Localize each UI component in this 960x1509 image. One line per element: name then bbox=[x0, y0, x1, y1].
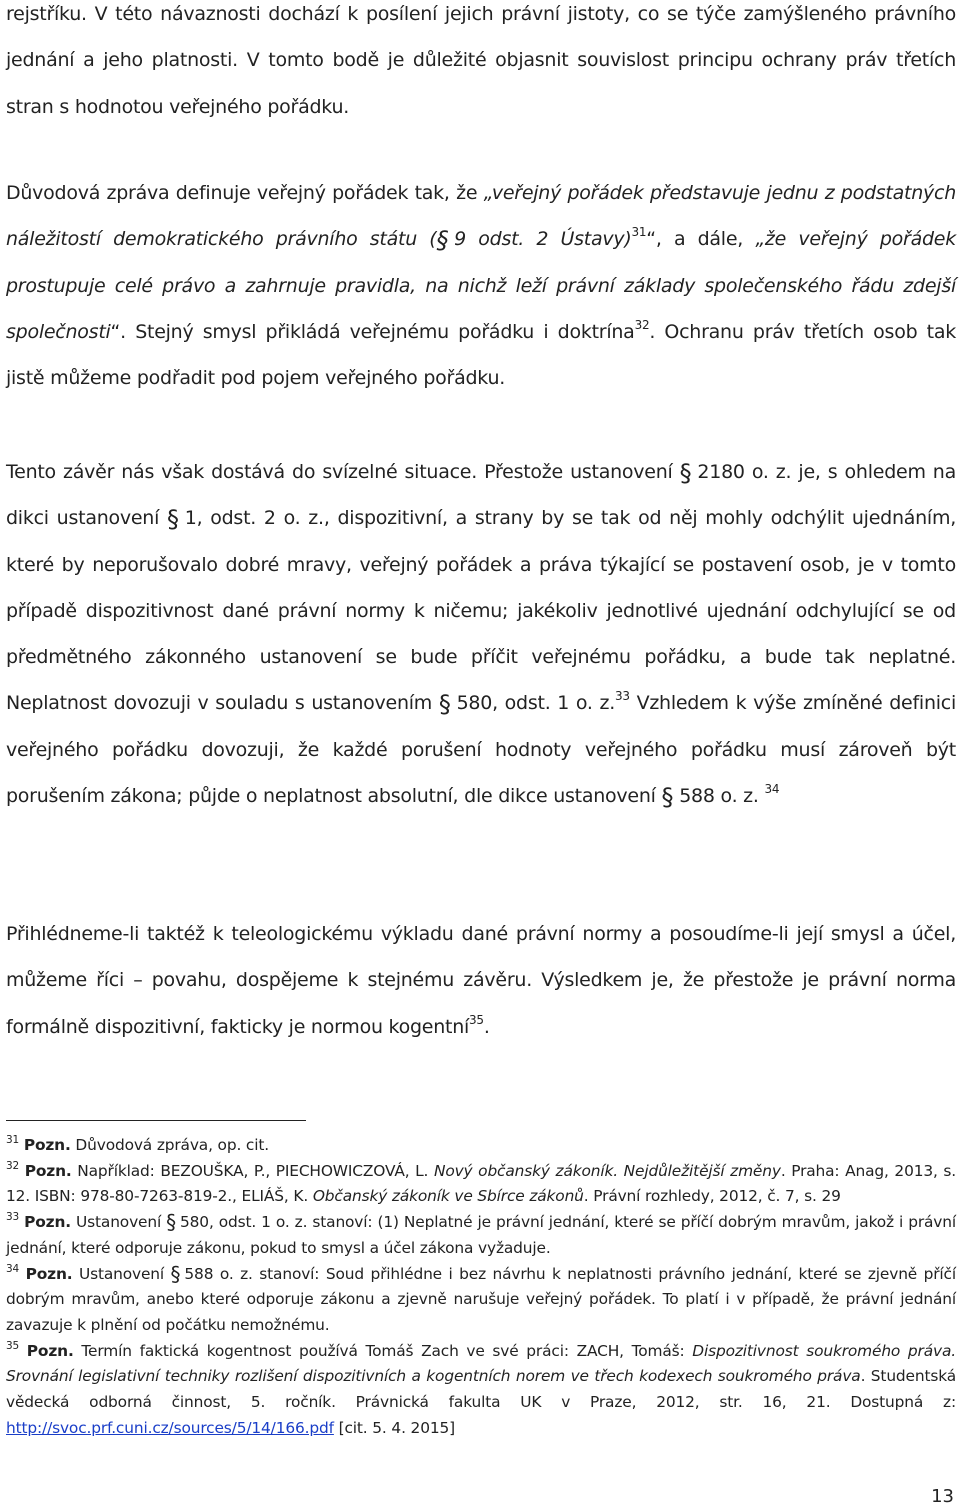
footnote-ref-32[interactable]: 32 bbox=[634, 317, 650, 332]
footnote-text: . Praha: Anag, 2013, s. 12. ISBN: 978-80-7263-819-2., ELIÁŠ, K. bbox=[6, 1161, 957, 1206]
footnote-text: 588 o. z. stanoví: Soud přihlédne i bez návrhu k neplatnosti právního jednání, které se zjevně příčí dobrým mravům, anebo které odporuje zákonu a zjevně narušuje veřejný pořádek. To platí i v případě, že právní jednání zavazuje k plnění od počátku nemožnému. bbox=[6, 1264, 957, 1334]
footnotes bbox=[6, 1133, 956, 1441]
footnote-title: Dispozitivnost soukromého práva. Srovnání legislativní techniky rozlišení dispozitivních a kogentních norem ve třech kodexech soukromého práva bbox=[6, 1341, 956, 1386]
footnote-text: Například: BEZOUŠKA, P., PIECHOWICZOVÁ, L. bbox=[71, 1161, 434, 1180]
section-sign: § bbox=[170, 1261, 181, 1286]
section-sign: § bbox=[679, 459, 692, 487]
paragraph-text: rejstříku. V této návaznosti dochází k posílení jejich právní jistoty, co se týče zamýšleného právního jednání a jeho platnosti. V tomto bodě je důležité objasnit souvislost principu ochrany práv třetích stran s hodnotou veřejného pořádku. bbox=[6, 3, 956, 118]
paragraph-text: 580, odst. 1 o. z. bbox=[456, 692, 616, 715]
footnote-34 bbox=[6, 1262, 956, 1339]
paragraph-text: Vzhledem k výše zmíněné definici veřejného pořádku dovozuji, že každé porušení hodnoty veřejného pořádku musí zároveň být porušením zákona; půjde o neplatnost absolutní, dle dikce ustanovení bbox=[6, 692, 956, 808]
footnote-label: Pozn. bbox=[25, 1264, 73, 1283]
footnote-label: Pozn. bbox=[26, 1341, 74, 1360]
footnote-ref-31[interactable]: 31 bbox=[631, 225, 647, 240]
paragraph-4 bbox=[6, 911, 956, 1050]
paragraph-text: 588 o. z. bbox=[679, 785, 765, 808]
paragraph-1 bbox=[6, 0, 956, 130]
footnote-title: Občanský zákoník ve Sbírce zákonů bbox=[312, 1187, 584, 1206]
source-link[interactable]: http://svoc.prf.cuni.cz/sources/5/14/166.pdf bbox=[6, 1418, 334, 1437]
paragraph-text: Důvodová zpráva definuje veřejný pořádek tak, že bbox=[6, 182, 484, 204]
footnote-ref-33[interactable]: 33 bbox=[615, 689, 630, 704]
footnote-label: Pozn. bbox=[23, 1136, 71, 1154]
section-sign: § bbox=[166, 1210, 177, 1235]
footnote-number: 34 bbox=[6, 1262, 20, 1275]
paragraph-text: Přihlédneme-li taktéž k teleologickému výkladu dané právní normy a posoudíme-li její smysl a účel, můžeme říci – povahu, dospějeme k stejnému závěru. Výsledkem je, že přestože je právní norma formálně dispozitivní, fakticky je normou kogentní bbox=[6, 923, 956, 1038]
paragraph-text: . bbox=[483, 1015, 490, 1038]
footnote-label: Pozn. bbox=[24, 1213, 71, 1232]
footnote-31 bbox=[6, 1133, 956, 1159]
footnote-label: Pozn. bbox=[24, 1161, 72, 1180]
footnote-text: Termín faktická kogentnost používá Tomáš Zach ve své práci: ZACH, Tomáš: bbox=[73, 1341, 693, 1360]
footnote-divider bbox=[6, 1120, 306, 1121]
footnote-number: 35 bbox=[6, 1339, 20, 1352]
quote-text: „že veřejný pořádek prostupuje celé právo a zahrnuje pravidla, na nichž leží právní základy společenského řádu zdejší společnosti bbox=[6, 228, 956, 343]
footnote-35 bbox=[6, 1339, 956, 1442]
section-sign: § bbox=[661, 783, 674, 812]
footnote-number: 33 bbox=[6, 1211, 20, 1224]
footnote-ref-34[interactable]: 34 bbox=[764, 782, 780, 797]
footnote-ref-35[interactable]: 35 bbox=[469, 1012, 484, 1027]
section-sign: § bbox=[167, 505, 179, 534]
page-number: 13 bbox=[931, 1486, 954, 1507]
paragraph-3 bbox=[6, 449, 956, 819]
quote-text: „veřejný pořádek představuje jednu z podstatných náležitostí demokratického právního státu ( bbox=[6, 182, 956, 251]
footnote-number: 32 bbox=[6, 1159, 20, 1172]
paragraph-text: Tento závěr nás však dostává do svízelné situace. Přestože ustanovení bbox=[6, 461, 680, 483]
section-sign: § bbox=[436, 226, 449, 255]
footnote-text: Ustanovení bbox=[72, 1264, 171, 1283]
section-sign: § bbox=[438, 690, 451, 719]
paragraph-text: “, a dále, bbox=[646, 228, 756, 251]
footnote-title: Nový občanský zákoník. Nejdůležitější změny bbox=[433, 1161, 781, 1180]
paragraph-2 bbox=[6, 170, 956, 401]
footnote-number: 31 bbox=[6, 1134, 20, 1146]
footnote-text: 580, odst. 1 o. z. stanoví: (1) Neplatné je právní jednání, které se příčí dobrým mravům, jakož i právní jednání, které odporuje zákonu, pokud to smysl a účel zákona vyžaduje. bbox=[6, 1213, 956, 1257]
footnote-33 bbox=[6, 1210, 956, 1261]
footnote-text: . Studentská vědecká odborná činnost, 5. ročník. Právnická fakulta UK v Praze, 2012, str. 16, 21. Dostupná z: bbox=[6, 1367, 956, 1412]
footnote-text: Ustanovení bbox=[71, 1213, 167, 1232]
paragraph-text: 1, odst. 2 o. z., dispozitivní, a strany by se tak od něj mohly odchýlit ujednáním, které by neporušovalo dobré mravy, veřejný pořádek a práva týkající se postavení osob, je v tomto případě dispozitivnost dané právní normy k ničemu; jakékoliv jednotlivé ujednání odchylující se od předmětného zákonného ustanovení se bude příčit veřejnému pořádku, a bude tak neplatné. Neplatnost dovozuji v souladu s ustanovením bbox=[6, 507, 956, 715]
paragraph-text: . Ochranu práv třetích osob tak jistě můžeme podřadit pod pojem veřejného pořádku. bbox=[6, 320, 956, 390]
footnote-text: . Právní rozhledy, 2012, č. 7, s. 29 bbox=[583, 1187, 841, 1206]
footnote-32 bbox=[6, 1159, 956, 1210]
paragraph-text: “. Stejný smysl přikládá veřejnému pořádku i doktrína bbox=[110, 320, 635, 343]
footnote-text: [cit. 5. 4. 2015] bbox=[333, 1418, 455, 1437]
footnote-text: Důvodová zpráva, op. cit. bbox=[70, 1136, 269, 1154]
paragraph-text: 2180 o. z. je, s ohledem na dikci ustanovení bbox=[6, 461, 956, 530]
quote-text: 9 odst. 2 Ústavy) bbox=[454, 228, 632, 251]
